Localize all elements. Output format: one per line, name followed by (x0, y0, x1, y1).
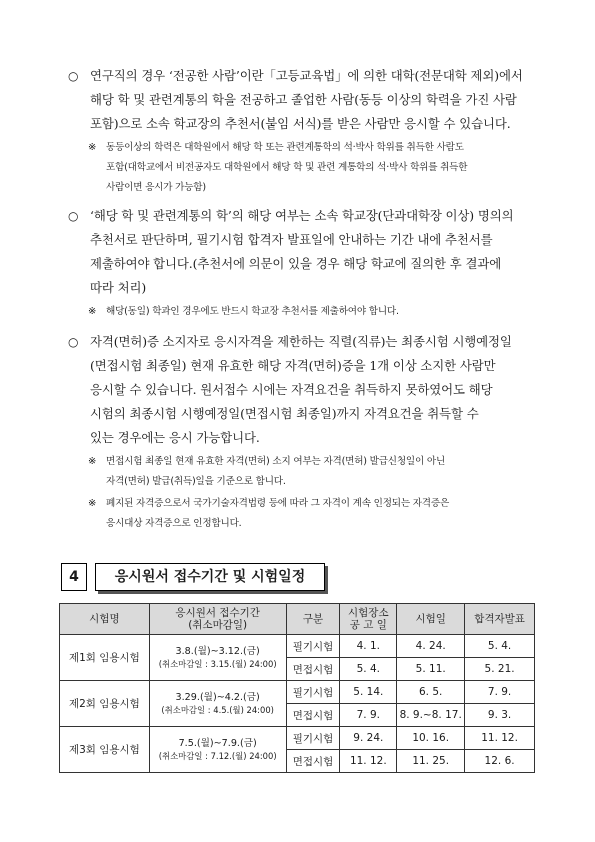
note-line: 해당(동일) 학과인 경우에도 반드시 학교장 추천서를 제출하여야 합니다. (106, 306, 399, 317)
note-line: 동등이상의 학력은 대학원에서 해당 학 또는 관련계통학의 석·박사 학위를 취득한 사람도 (106, 142, 464, 153)
application-period-cell (149, 681, 286, 727)
exam-name-cell: 제2회 임용시험 (60, 681, 150, 727)
exam-schedule-table (59, 603, 535, 773)
body-line: 해당 학 및 관련계통의 학을 전공하고 졸업한 사람(동등 이상의 학력을 가진 사람 (90, 92, 517, 107)
section-heading (61, 563, 326, 591)
period-range: 3.29.(월)~4.2.(금) (175, 691, 260, 703)
result-date-cell: 11. 12. (465, 727, 535, 750)
reference-mark-icon: ※ (88, 142, 97, 153)
period-range: 3.8.(월)~3.12.(금) (175, 645, 260, 657)
cancel-deadline: (취소마감일 : 4.5.(월) 24:00) (161, 704, 274, 715)
result-date-cell: 9. 3. (465, 704, 535, 727)
body-line: 연구직의 경우 ‘전공한 사람’이란「고등교육법」에 의한 대학(전문대학 제외)에서 (90, 68, 523, 83)
header-venue-line: 공 고 일 (349, 619, 387, 631)
exam-date-cell: 11. 25. (397, 750, 465, 773)
body-line: 제출하여야 합니다.(추천서에 의문이 있을 경우 해당 학교에 질의한 후 결과에 (90, 256, 502, 271)
result-date-cell: 5. 21. (465, 658, 535, 681)
reference-note (68, 138, 546, 198)
circle-bullet-icon: ○ (68, 209, 79, 223)
exam-date-cell: 5. 11. (397, 658, 465, 681)
header-period-line: (취소마감일) (188, 619, 248, 631)
venue-notice-cell: 5. 14. (340, 681, 397, 704)
body-line: ‘해당 학 및 관련계통의 학’의 해당 여부는 소속 학교장(단과대학장 이상) 명의의 (90, 208, 514, 223)
note-line: 폐지된 자격증으로서 국가기술자격법령 등에 따라 그 자격이 계속 인정되는 자격증은 (106, 498, 450, 509)
reference-note (68, 494, 546, 534)
header-exam-name: 시험명 (60, 604, 150, 635)
reference-note (68, 302, 546, 322)
note-line: 면접시험 최종일 현재 유효한 자격(면허) 소지 여부는 자격(면허) 발급신청일이 아닌 (106, 456, 446, 467)
body-line: 응시할 수 있습니다. 원서접수 시에는 자격요건을 취득하지 못하였어도 해당 (90, 382, 493, 397)
stage-type-cell: 필기시험 (286, 681, 340, 704)
result-date-cell: 7. 9. (465, 681, 535, 704)
reference-mark-icon: ※ (88, 456, 97, 467)
exam-name-cell: 제1회 임용시험 (60, 635, 150, 681)
stage-type-cell: 필기시험 (286, 635, 340, 658)
note-line: 자격(면허) 발급(취득)일을 기준으로 합니다. (106, 476, 286, 487)
table-row (60, 681, 535, 704)
venue-notice-cell: 9. 24. (340, 727, 397, 750)
exam-date-cell: 6. 5. (397, 681, 465, 704)
stage-type-cell: 면접시험 (286, 750, 340, 773)
cancel-deadline: (취소마감일 : 7.12.(월) 24:00) (158, 750, 277, 761)
result-date-cell: 12. 6. (465, 750, 535, 773)
section-title: 응시원서 접수기간 및 시험일정 (95, 563, 325, 591)
header-application-period (149, 604, 286, 635)
bullet-section-3 (68, 330, 546, 534)
body-line: 포함)으로 소속 학교장의 추천서(붙임 서식)를 받은 사람만 응시할 수 있습니다. (90, 116, 511, 131)
body-line: 따라 처리) (90, 280, 147, 295)
cancel-deadline: (취소마감일 : 3.15.(월) 24:00) (158, 658, 277, 669)
venue-notice-cell: 5. 4. (340, 658, 397, 681)
note-line: 사람이면 응시가 가능함) (106, 182, 206, 193)
bullet-section-1 (68, 64, 546, 198)
body-line: 추천서로 판단하며, 필기시험 합격자 발표일에 안내하는 기간 내에 추천서를 (90, 232, 493, 247)
table-row (60, 635, 535, 658)
circle-bullet-icon: ○ (68, 335, 79, 349)
bullet-item (68, 330, 546, 450)
period-range: 7.5.(월)~7.9.(금) (178, 737, 257, 749)
body-line: 있는 경우에는 응시 가능합니다. (90, 430, 260, 445)
bullet-item (68, 204, 546, 300)
header-period-line: 응시원서 접수기간 (175, 607, 260, 619)
reference-mark-icon: ※ (88, 498, 97, 509)
reference-note (68, 452, 546, 492)
note-line: 포함(대학교에서 비전공자도 대학원에서 해당 학 및 관련 계통학의 석·박사 학위를 취득한 (106, 162, 468, 173)
header-venue-notice (340, 604, 397, 635)
exam-date-cell: 4. 24. (397, 635, 465, 658)
header-result-date: 합격자발표 (465, 604, 535, 635)
venue-notice-cell: 4. 1. (340, 635, 397, 658)
body-line: 자격(면허)증 소지자로 응시자격을 제한하는 직렬(직류)는 최종시험 시행예정일 (90, 334, 512, 349)
bullet-section-2 (68, 204, 546, 322)
venue-notice-cell: 11. 12. (340, 750, 397, 773)
result-date-cell: 5. 4. (465, 635, 535, 658)
section-number: 4 (61, 563, 87, 591)
exam-date-cell: 8. 9.~8. 17. (397, 704, 465, 727)
table-header-row (60, 604, 535, 635)
application-period-cell (149, 635, 286, 681)
bullet-item (68, 64, 546, 136)
table-row (60, 727, 535, 750)
stage-type-cell: 면접시험 (286, 658, 340, 681)
body-line: 시험의 최종시험 시행예정일(면접시험 최종일)까지 자격요건을 취득할 수 (90, 406, 479, 421)
exam-date-cell: 10. 16. (397, 727, 465, 750)
body-line: (면접시험 최종일) 현재 유효한 해당 자격(면허)증을 1개 이상 소지한 사람만 (90, 358, 496, 373)
venue-notice-cell: 7. 9. (340, 704, 397, 727)
exam-name-cell: 제3회 임용시험 (60, 727, 150, 773)
circle-bullet-icon: ○ (68, 69, 79, 83)
application-period-cell (149, 727, 286, 773)
header-venue-line: 시험장소 (348, 607, 389, 619)
note-line: 응시대상 자격증으로 인정합니다. (106, 518, 242, 529)
stage-type-cell: 필기시험 (286, 727, 340, 750)
stage-type-cell: 면접시험 (286, 704, 340, 727)
reference-mark-icon: ※ (88, 306, 97, 317)
header-exam-date: 시험일 (397, 604, 465, 635)
header-type: 구분 (286, 604, 340, 635)
